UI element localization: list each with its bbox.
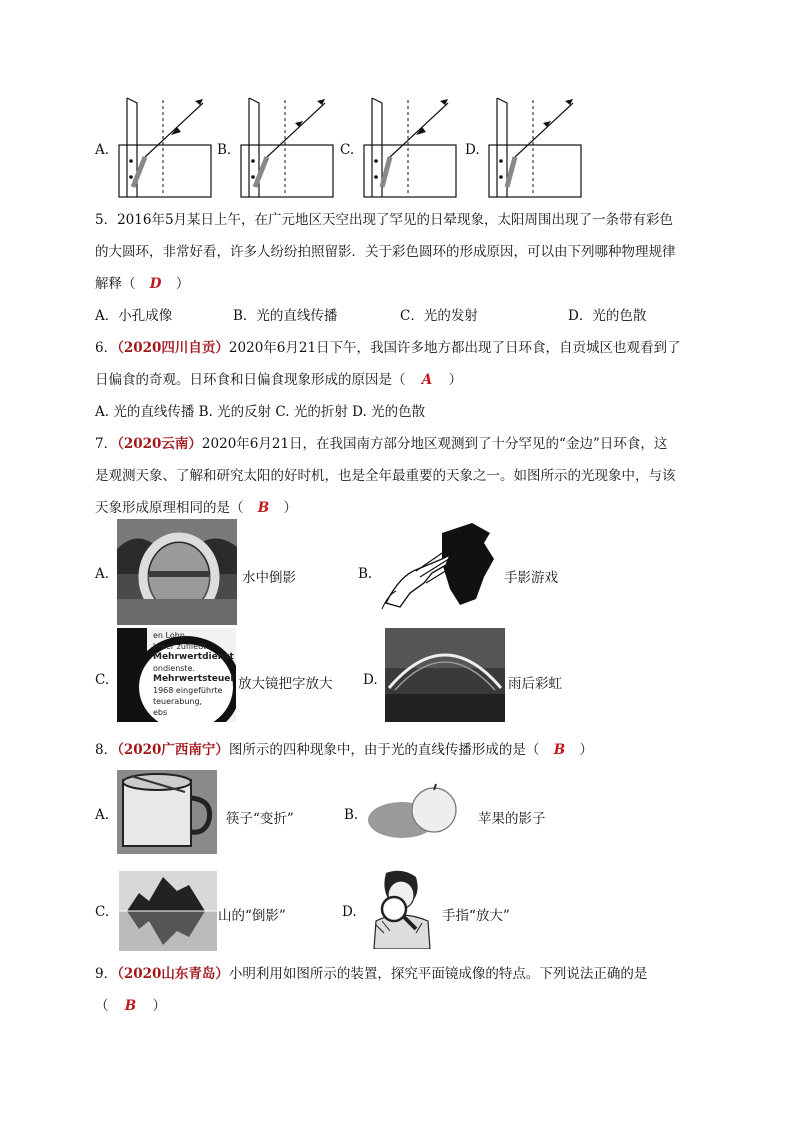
q7-option-d-label: D. [363, 672, 378, 688]
q6-line-1 [95, 336, 681, 356]
q7-option-b-image [380, 519, 500, 611]
q9-line-2-post: ） [152, 998, 167, 1014]
q8-option-b-image [366, 780, 466, 846]
q7-line-2: 是观测天象、了解和研究太阳的好时机，也是全年最重要的天象之一。如图所示的光现象中，与该 [95, 468, 676, 484]
q8-option-a-image [117, 770, 217, 854]
q6-number: 6． [95, 340, 118, 356]
q9-line-1 [95, 962, 647, 982]
q4-option-b-diagram [237, 95, 337, 200]
q7-option-b-caption: 手影游戏 [504, 570, 558, 586]
q7-line-1-text: 2020年6月21日，在我国南方部分地区观测到了十分罕见的“金边”日环食，这 [201, 436, 668, 452]
q8-number: 8． [95, 742, 118, 758]
q6-line-1-text: 2020年6月21日下午，我国许多地方都出现了日环食，自贡城区也观看到了 [228, 340, 681, 356]
q7-line-3 [95, 496, 297, 516]
q7-line-3-pre: 天象形成原理相同的是（ [95, 500, 244, 516]
q4-option-c-label: C. [340, 142, 355, 158]
q8-option-d-label: D. [342, 904, 357, 920]
q7-answer: B [257, 500, 270, 516]
q8-line-1-post: ） [579, 742, 593, 758]
q5-line-3 [95, 272, 189, 292]
q6-options: A. 光的直线传播 B. 光的反射 C. 光的折射 D. 光的色散 [95, 404, 426, 420]
q8-option-c-caption: 山的“倒影” [218, 908, 286, 924]
q8-option-d-caption: 手指“放大” [442, 908, 510, 924]
q7-number: 7． [95, 436, 118, 452]
q7-option-a-caption: 水中倒影 [242, 570, 296, 586]
q7-magnifier-text: en Lohn hmer zufließt. Mehrwertdienst ondienste. Mehrwertsteuer 1968 eingeführte teuerabung, ebs [153, 631, 235, 717]
q5-line-2: 的大圆环，非常好看，许多人纷纷拍照留影．关于彩色圆环的形成原因，可以由下列哪种物理规律 [95, 244, 676, 260]
q7-option-b-label: B. [358, 566, 373, 582]
q7-option-d-caption: 雨后彩虹 [508, 676, 562, 692]
q5-line-3-pre: 解释（ [95, 276, 136, 292]
q9-line-2-pre: （ [95, 998, 109, 1014]
q8-option-d-image [364, 869, 438, 949]
q8-option-b-caption: 苹果的影子 [478, 811, 546, 827]
q7-source: （2020云南） [117, 436, 202, 452]
q8-source: （2020广西南宁） [117, 742, 229, 758]
q9-number: 9． [95, 966, 118, 982]
q7-option-d-image [385, 628, 505, 722]
q5-answer: D [149, 276, 162, 292]
q6-answer: A [421, 372, 433, 388]
q4-option-a-label: A. [95, 142, 110, 158]
q6-source: （2020四川自贡） [117, 340, 229, 356]
q8-option-c-label: C. [95, 904, 110, 920]
q8-answer: B [553, 742, 566, 758]
q7-option-a-image [117, 519, 237, 625]
q4-option-a-diagram [115, 95, 215, 200]
q6-line-2 [95, 368, 462, 388]
q5-line-3-post: ） [175, 276, 190, 292]
q8-option-b-label: B. [344, 807, 359, 823]
q6-line-2-pre: 日偏食的奇观。日环食和日偏食现象形成的原因是（ [95, 372, 406, 388]
q4-option-d-diagram [485, 95, 585, 200]
q7-option-a-label: A. [95, 566, 110, 582]
q5-line-1: 5．2016年5月某日上午，在广元地区天空出现了罕见的日晕现象，太阳周围出现了一条带有彩色 [95, 212, 674, 228]
q4-option-b-label: B. [217, 142, 232, 158]
q5-option-b: B．光的直线传播 [233, 308, 338, 324]
q8-line-1 [95, 738, 593, 758]
q7-line-3-post: ） [283, 500, 298, 516]
q7-line-1 [95, 432, 667, 452]
q8-option-a-label: A. [95, 807, 110, 823]
q6-line-2-post: ） [448, 372, 463, 388]
q8-option-a-caption: 筷子“变折” [226, 811, 294, 827]
q9-line-1-text: 小明利用如图所示的装置，探究平面镜成像的特点。下列说法正确的是 [228, 966, 648, 982]
q7-option-c-image [117, 628, 236, 722]
q5-option-d: D．光的色散 [568, 308, 647, 324]
q5-option-c: C．光的发射 [400, 308, 478, 324]
q7-option-c-caption: 放大镜把字放大 [238, 676, 333, 692]
q9-source: （2020山东青岛） [117, 966, 229, 982]
q4-option-d-label: D. [465, 142, 480, 158]
q7-option-c-label: C. [95, 672, 110, 688]
q9-answer: B [124, 998, 137, 1014]
q9-line-2 [95, 994, 166, 1014]
q8-line-1-pre: 图所示的四种现象中，由于光的直线传播形成的是（ [228, 742, 540, 758]
q5-option-a: A．小孔成像 [95, 308, 173, 324]
q8-option-c-image [119, 871, 217, 951]
q4-option-c-diagram [360, 95, 460, 200]
